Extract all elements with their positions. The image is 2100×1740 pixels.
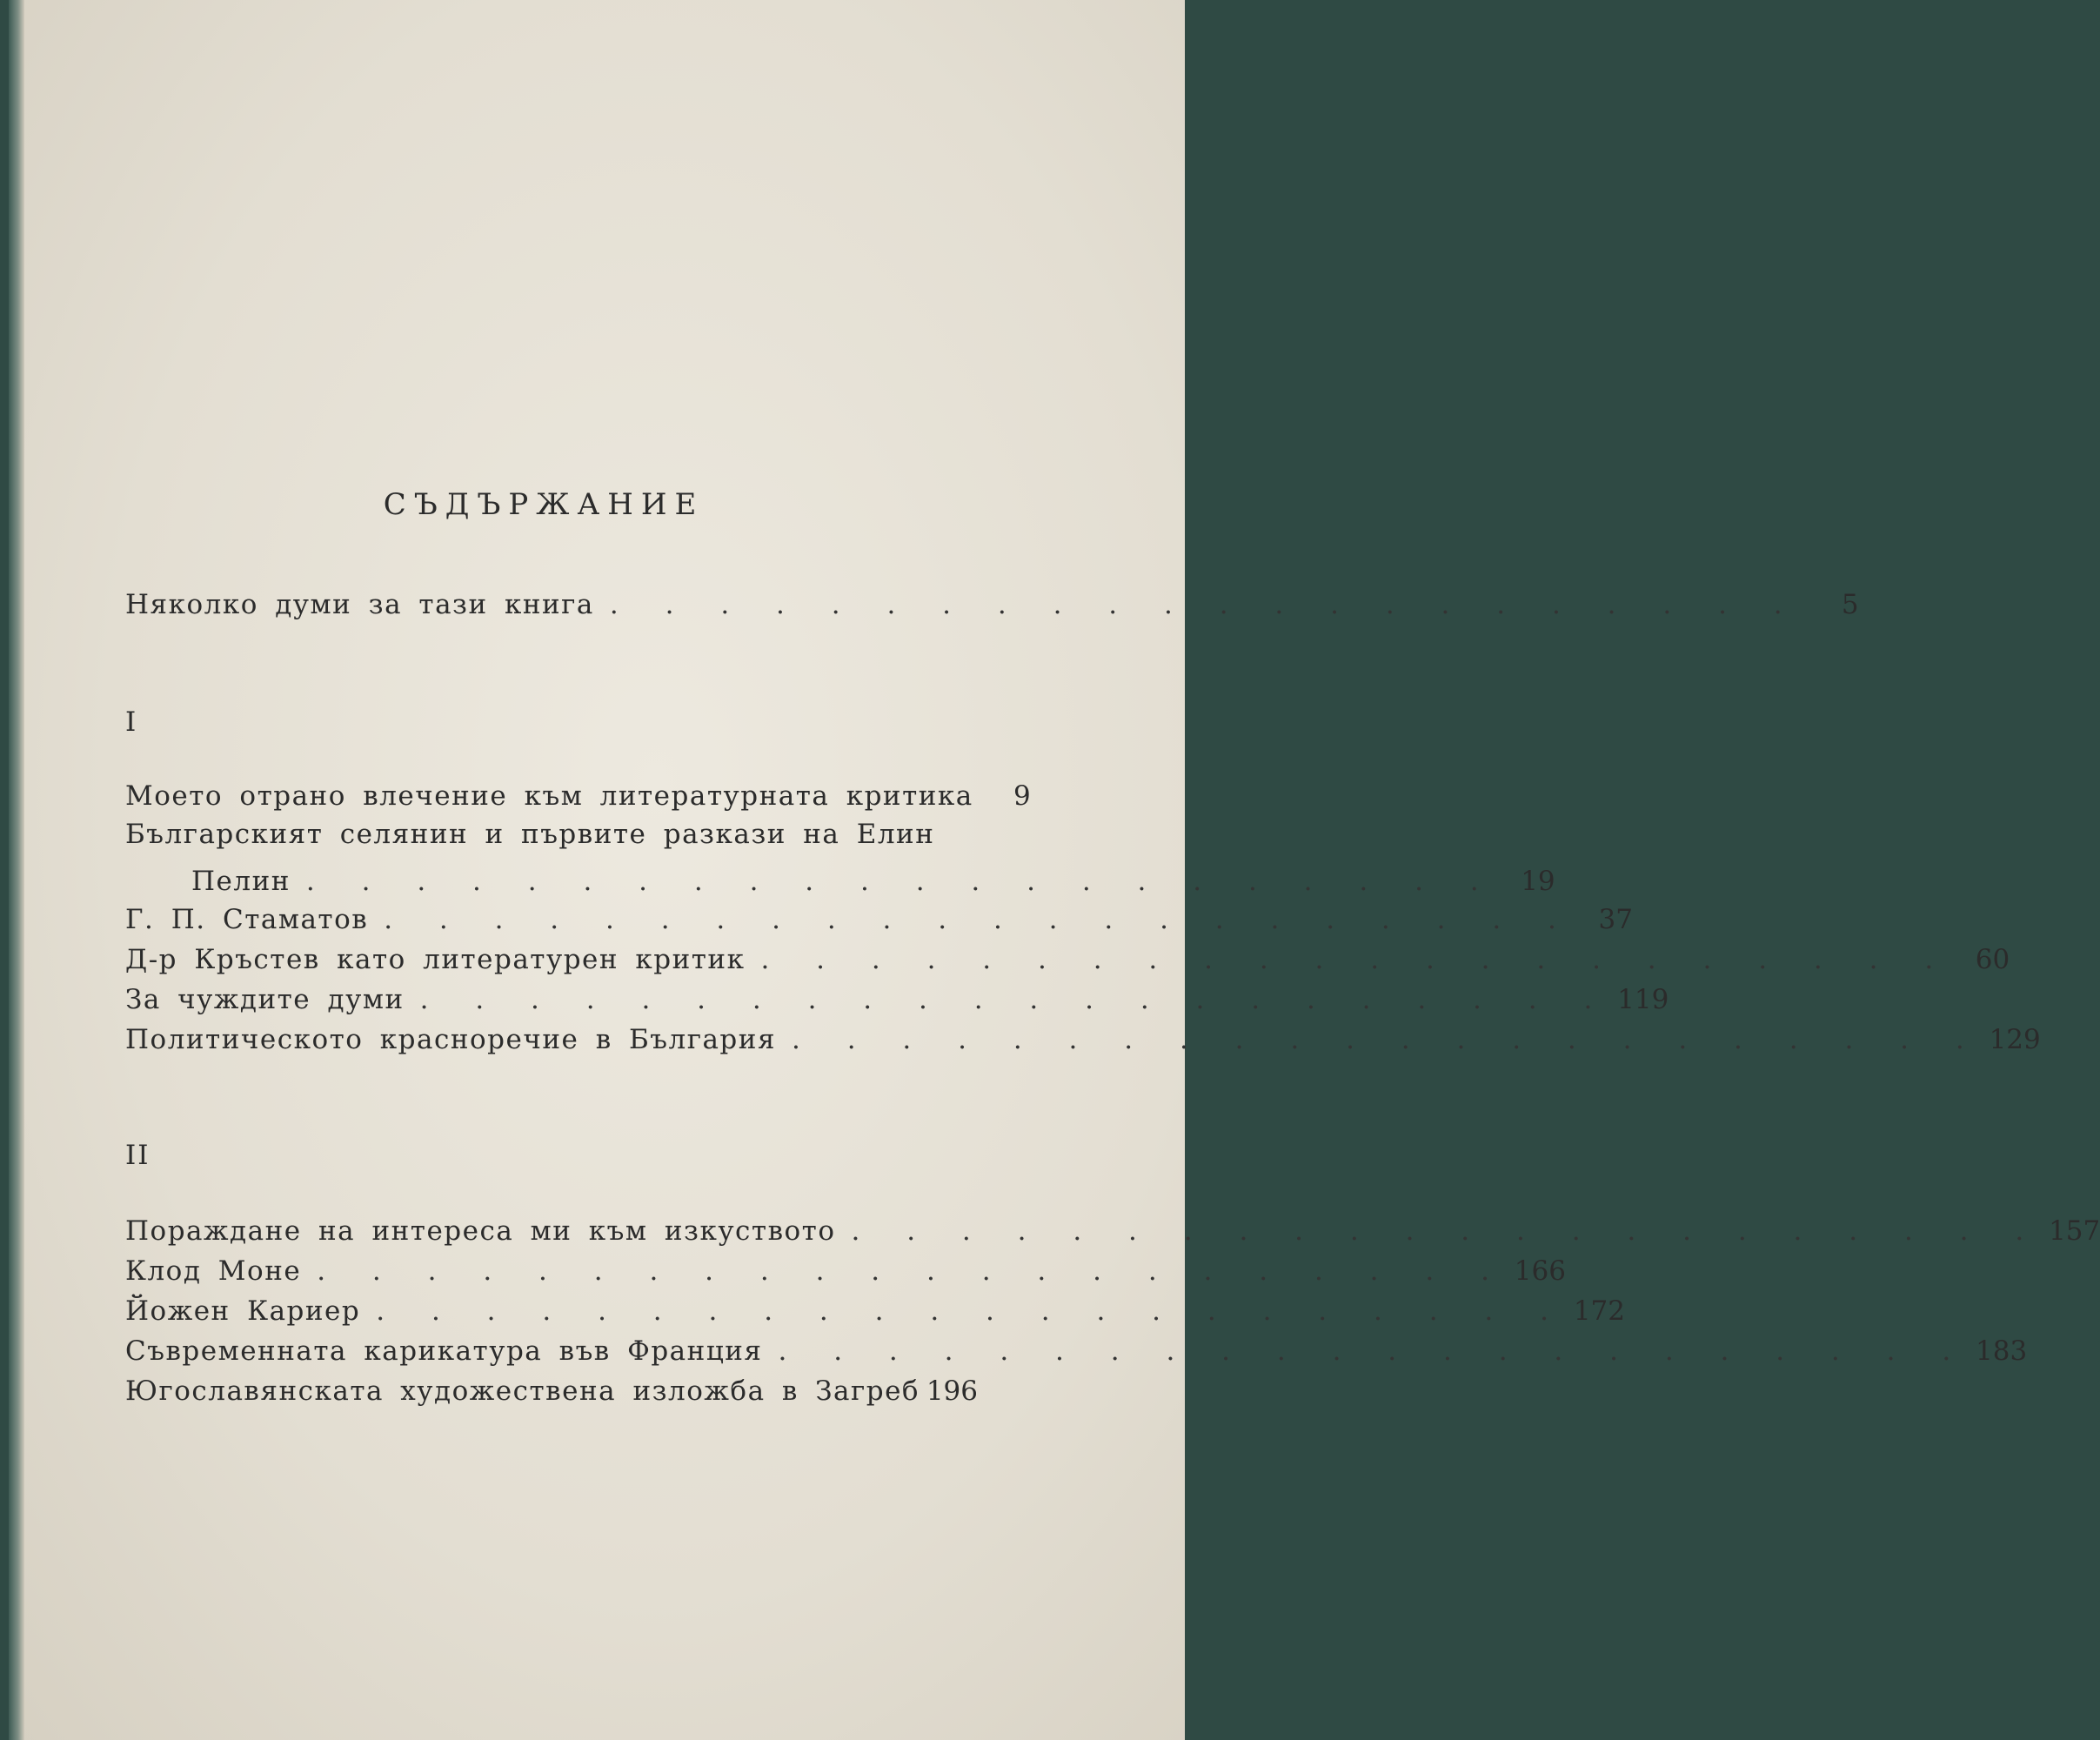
toc-entry-text: Пелин (191, 866, 291, 897)
toc-page-number: 119 (1617, 984, 1669, 1015)
toc-entry (125, 1331, 2028, 1371)
section-heading: II (125, 1140, 150, 1171)
toc-entry (125, 585, 1859, 625)
toc-leader-dots: . . . . . . . . . . . . . . . . . . . . . . (792, 1024, 1983, 1055)
toc-leader-dots: . . . . . . . . . . . . . . . . . . . . . . (419, 984, 1612, 1015)
toc-entry-text: Съвременната карикатура във Франция (125, 1335, 763, 1367)
toc-entry-text: Йожен Кариер (125, 1295, 361, 1327)
toc-page-number: 37 (1598, 904, 1633, 935)
toc-entry-text: Моето отрано влечение към литературната критика (125, 780, 973, 812)
toc-entry-text: Политическото красноречие в България (125, 1024, 776, 1055)
toc-page-number: 9 (1013, 780, 1031, 812)
toc-leader-dots: . . . . . . . . . . . . . . . . . . . . . . (376, 1295, 1568, 1327)
toc-entry (125, 980, 1669, 1020)
toc-page-number: 129 (1989, 1024, 2041, 1055)
toc-entry (125, 1020, 2041, 1060)
toc-page-number: 166 (1514, 1255, 1566, 1287)
toc-entry (125, 1291, 1625, 1331)
toc-entry-text: За чуждите думи (125, 984, 405, 1015)
book-spine (9, 0, 24, 1740)
toc-entry-text: Няколко думи за тази книга (125, 589, 594, 620)
book-page (9, 0, 2100, 1740)
toc-leader-dots: . . . . . . . . . . . . . . . . . . . . . . (317, 1255, 1508, 1287)
toc-page-number: 5 (1841, 589, 1859, 620)
toc-entry-text: Пораждане на интереса ми към изкуството (125, 1215, 836, 1247)
toc-page-number: 60 (1975, 944, 2010, 975)
toc-entry (125, 776, 1031, 816)
toc-entry-text: Югославянската художествена изложба в Загреб (125, 1375, 920, 1407)
toc-leader-dots: . . . . . . . . . . . . . . . . . . . . . . (305, 866, 1498, 897)
toc-entry (125, 940, 2010, 980)
toc-leader-dots: . . . . . . . . . . . . . . . . . . . . . . (778, 1335, 1970, 1367)
toc-page-number: 157 (2049, 1215, 2100, 1247)
toc-entry-text: Д-р Кръстев като литературен критик (125, 944, 746, 975)
toc-entry (125, 1371, 978, 1411)
toc-entry (125, 814, 978, 854)
toc-entry-text: Българският селянин и първите разкази на Елин (125, 819, 935, 850)
toc-leader-dots: . . . . . . . . . . . . . . . . . . . . . . (609, 589, 1802, 620)
toc-entry-continuation (191, 861, 1555, 901)
toc-page-number: 19 (1521, 866, 1555, 897)
toc-leader-dots: . . . . . . . . . . . . . . . . . . . . . . (760, 944, 1953, 975)
toc-leader-dots: . . . . . . . . . . . . . . . . . . . . . . (384, 904, 1575, 935)
toc-page-number: 183 (1976, 1335, 2028, 1367)
section-heading: I (125, 706, 138, 738)
toc-entry (125, 1251, 1566, 1291)
toc-entry-text: Клод Моне (125, 1255, 302, 1287)
toc-entry (125, 1211, 2100, 1251)
toc-entry-text: Г. П. Стаматов (125, 904, 369, 935)
toc-entry (125, 900, 1633, 940)
page-title: СЪДЪРЖАНИЕ (383, 487, 705, 522)
toc-page-number: 196 (926, 1375, 978, 1407)
toc-page-number: 172 (1573, 1295, 1625, 1327)
toc-leader-dots: . . . . . . . . . . . . . . . . . . . . . . (851, 1215, 2043, 1247)
